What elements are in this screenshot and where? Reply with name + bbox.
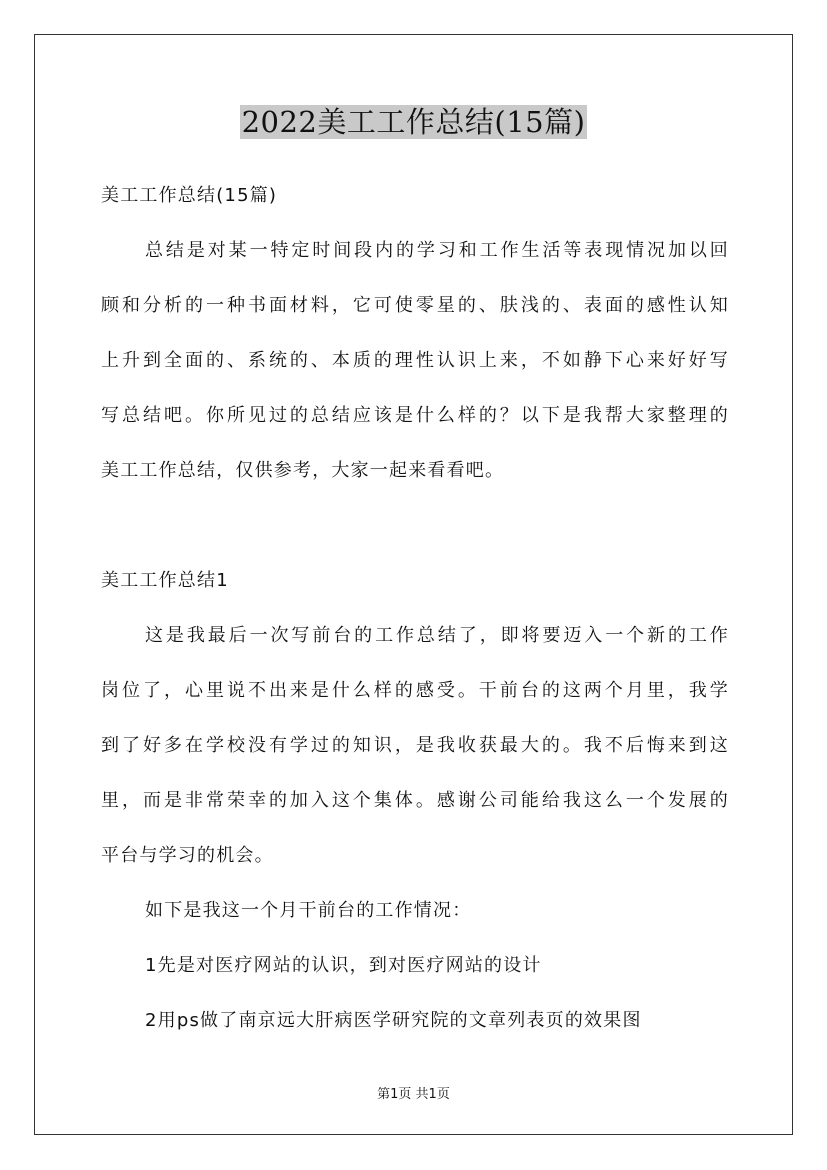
title-text: 2022美工工作总结(15篇): [241, 105, 586, 139]
document-body: [101, 168, 729, 1048]
list-item: 2用ps做了南京远大肝病医学研究院的文章列表页的效果图: [145, 1010, 642, 1031]
intro-line: 总结是对某一特定时间段内的学习和工作生活等表现情况加以回: [145, 240, 729, 261]
list-item: 1先是对医疗网站的认识，到对医疗网站的设计: [145, 955, 542, 976]
situation-intro: 如下是我这一个月干前台的工作情况：: [145, 900, 472, 921]
intro-line: 顾和分析的一种书面材料，它可使零星的、肤浅的、表面的感性认知: [101, 295, 729, 316]
section-paragraph-line: 这是我最后一次写前台的工作总结了，即将要迈入一个新的工作: [145, 625, 729, 646]
section-heading: 美工工作总结1: [101, 570, 229, 591]
section-paragraph-line: 平台与学习的机会。: [101, 845, 274, 866]
section-paragraph-line: 到了好多在学校没有学过的知识，是我收获最大的。我不后悔来到这: [101, 735, 729, 756]
intro-line: 美工工作总结，仅供参考，大家一起来看看吧。: [101, 460, 505, 481]
document-title: [0, 100, 827, 144]
intro-line: 上升到全面的、系统的、本质的理性认识上来，不如静下心来好好写: [101, 350, 729, 371]
page-footer: 第1页 共1页: [377, 1087, 450, 1102]
paragraph-gap: [101, 498, 729, 553]
section-paragraph-line: 岗位了，心里说不出来是什么样的感受。干前台的这两个月里，我学: [101, 680, 729, 701]
subtitle: 美工工作总结(15篇): [101, 185, 278, 206]
section-paragraph-line: 里，而是非常荣幸的加入这个集体。感谢公司能给我这么一个发展的: [101, 790, 729, 811]
intro-line: 写总结吧。你所见过的总结应该是什么样的？以下是我帮大家整理的: [101, 405, 729, 426]
